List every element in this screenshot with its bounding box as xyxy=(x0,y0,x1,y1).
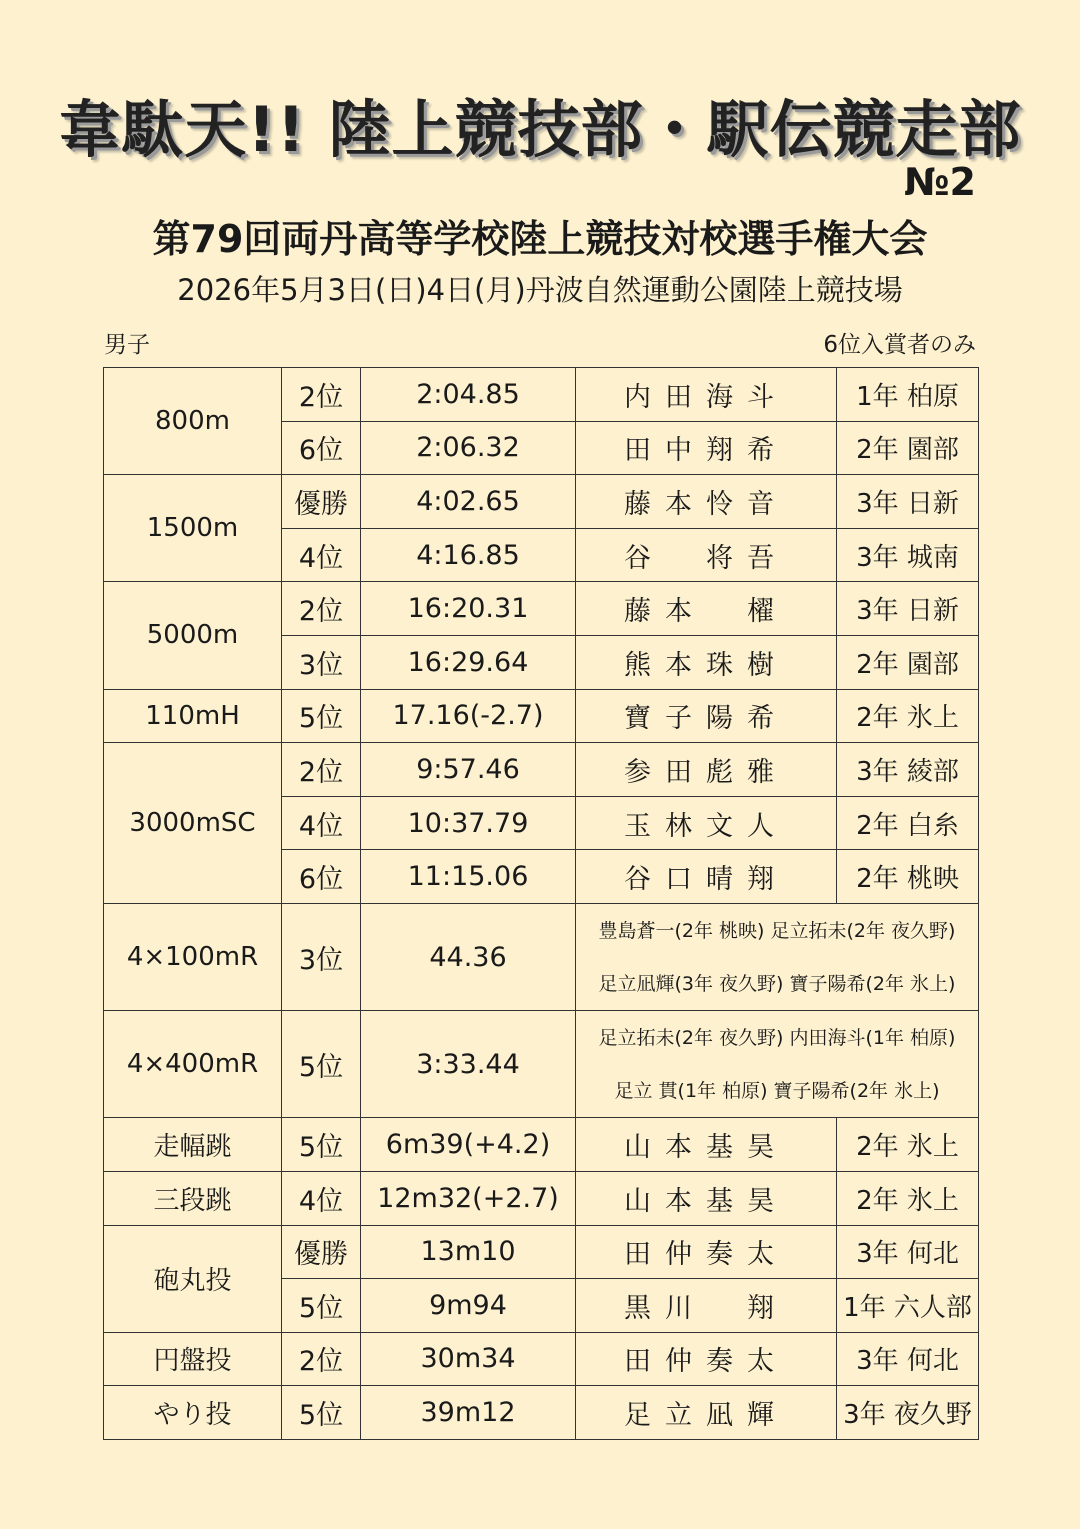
record-cell: 10:37.79 xyxy=(361,796,576,850)
athlete-name-cell: 熊本珠樹 xyxy=(576,635,837,689)
athlete-name-cell: 田仲奏太 xyxy=(576,1332,837,1386)
event-date: 2026年5月3日(日)4日(月)丹波自然運動公園陸上競技場 xyxy=(177,273,903,307)
relay-member-line: 豊島蒼一(2年 桃映) 足立拓未(2年 夜久野) xyxy=(598,919,956,942)
rank-cell: 5位 xyxy=(282,1011,361,1118)
record-cell: 12m32(+2.7) xyxy=(361,1171,576,1225)
result-row xyxy=(104,1386,979,1440)
record-cell: 11:15.06 xyxy=(361,850,576,904)
rank-cell: 4位 xyxy=(282,1171,361,1225)
record-cell: 2:04.85 xyxy=(361,368,576,422)
rank-cell: 3位 xyxy=(282,903,361,1010)
result-row xyxy=(104,689,979,743)
rank-cell: 2位 xyxy=(282,1332,361,1386)
result-row xyxy=(104,1171,979,1225)
athlete-name-cell: 谷口晴翔 xyxy=(576,850,837,904)
grade-school-cell: 3年 何北 xyxy=(837,1332,979,1386)
athlete-name-cell: 藤本 櫂 xyxy=(576,582,837,636)
result-row xyxy=(104,1225,979,1279)
record-cell: 17.16(-2.7) xyxy=(361,689,576,743)
record-cell: 30m34 xyxy=(361,1332,576,1386)
record-cell: 4:02.65 xyxy=(361,475,576,529)
issue-number: №2 xyxy=(903,160,976,204)
event-name: 砲丸投 xyxy=(104,1225,282,1332)
event-name: 4×400mR xyxy=(104,1011,282,1118)
gender-label: 男子 xyxy=(104,332,150,358)
grade-school-cell: 3年 何北 xyxy=(837,1225,979,1279)
grade-school-cell: 1年 六人部 xyxy=(837,1279,979,1333)
rank-cell: 3位 xyxy=(282,635,361,689)
record-cell: 9:57.46 xyxy=(361,743,576,797)
record-cell: 16:29.64 xyxy=(361,635,576,689)
relay-member-line: 足立 貫(1年 柏原) 寶子陽希(2年 氷上) xyxy=(614,1079,940,1102)
rank-cell: 2位 xyxy=(282,368,361,422)
grade-school-cell: 3年 城南 xyxy=(837,528,979,582)
record-cell: 2:06.32 xyxy=(361,421,576,475)
relay-members-cell xyxy=(576,1011,979,1118)
record-cell: 6m39(+4.2) xyxy=(361,1118,576,1172)
event-name: 三段跳 xyxy=(104,1171,282,1225)
record-cell: 3:33.44 xyxy=(361,1011,576,1118)
rank-cell: 4位 xyxy=(282,528,361,582)
relay-members-cell xyxy=(576,903,979,1010)
athlete-name-cell: 田仲奏太 xyxy=(576,1225,837,1279)
athlete-name-cell: 谷 将吾 xyxy=(576,528,837,582)
grade-school-cell: 1年 柏原 xyxy=(837,368,979,422)
event-name: 1500m xyxy=(104,475,282,582)
relay-member-line: 足立凪輝(3年 夜久野) 寶子陽希(2年 氷上) xyxy=(598,972,956,995)
grade-school-cell: 2年 白糸 xyxy=(837,796,979,850)
rank-cell: 2位 xyxy=(282,743,361,797)
athlete-name-cell: 藤本怜音 xyxy=(576,475,837,529)
athlete-name-cell: 参田彪雅 xyxy=(576,743,837,797)
rank-cell: 5位 xyxy=(282,1118,361,1172)
results-table xyxy=(103,367,979,1440)
athlete-name-cell: 黒川 翔 xyxy=(576,1279,837,1333)
rank-cell: 5位 xyxy=(282,1279,361,1333)
athlete-name-cell: 内田海斗 xyxy=(576,368,837,422)
rank-cell: 5位 xyxy=(282,689,361,743)
result-row xyxy=(104,1011,979,1118)
rank-cell: 6位 xyxy=(282,850,361,904)
athlete-name-cell: 山本基昊 xyxy=(576,1118,837,1172)
athlete-name-cell: 田中翔希 xyxy=(576,421,837,475)
result-row xyxy=(104,475,979,529)
event-name: 4×100mR xyxy=(104,903,282,1010)
grade-school-cell: 2年 氷上 xyxy=(837,1118,979,1172)
grade-school-cell: 2年 園部 xyxy=(837,635,979,689)
rank-cell: 5位 xyxy=(282,1386,361,1440)
grade-school-cell: 3年 日新 xyxy=(837,582,979,636)
grade-school-cell: 3年 夜久野 xyxy=(837,1386,979,1440)
result-row xyxy=(104,582,979,636)
rank-cell: 優勝 xyxy=(282,1225,361,1279)
rank-cell: 2位 xyxy=(282,582,361,636)
grade-school-cell: 2年 氷上 xyxy=(837,1171,979,1225)
event-name: 3000mSC xyxy=(104,743,282,904)
athlete-name-cell: 足立凪輝 xyxy=(576,1386,837,1440)
athlete-name-cell: 寶子陽希 xyxy=(576,689,837,743)
event-name: 走幅跳 xyxy=(104,1118,282,1172)
rank-cell: 4位 xyxy=(282,796,361,850)
event-title: 第79回両丹高等学校陸上競技対校選手権大会 xyxy=(152,217,928,261)
result-row xyxy=(104,743,979,797)
relay-member-line: 足立拓未(2年 夜久野) 内田海斗(1年 柏原) xyxy=(598,1026,956,1049)
event-name: 800m xyxy=(104,368,282,475)
event-name: 円盤投 xyxy=(104,1332,282,1386)
rank-cell: 優勝 xyxy=(282,475,361,529)
note-label: 6位入賞者のみ xyxy=(823,332,976,358)
record-cell: 13m10 xyxy=(361,1225,576,1279)
record-cell: 4:16.85 xyxy=(361,528,576,582)
athlete-name-cell: 玉林文人 xyxy=(576,796,837,850)
grade-school-cell: 3年 綾部 xyxy=(837,743,979,797)
grade-school-cell: 2年 氷上 xyxy=(837,689,979,743)
record-cell: 9m94 xyxy=(361,1279,576,1333)
record-cell: 44.36 xyxy=(361,903,576,1010)
result-row xyxy=(104,1118,979,1172)
event-name: やり投 xyxy=(104,1386,282,1440)
event-name: 5000m xyxy=(104,582,282,689)
athlete-name-cell: 山本基昊 xyxy=(576,1171,837,1225)
grade-school-cell: 2年 桃映 xyxy=(837,850,979,904)
record-cell: 39m12 xyxy=(361,1386,576,1440)
result-row xyxy=(104,368,979,422)
record-cell: 16:20.31 xyxy=(361,582,576,636)
grade-school-cell: 2年 園部 xyxy=(837,421,979,475)
event-name: 110mH xyxy=(104,689,282,743)
page-title: 韋駄天!! 陸上競技部・駅伝競走部 xyxy=(58,93,1022,166)
rank-cell: 6位 xyxy=(282,421,361,475)
result-row xyxy=(104,903,979,1010)
grade-school-cell: 3年 日新 xyxy=(837,475,979,529)
result-row xyxy=(104,1332,979,1386)
